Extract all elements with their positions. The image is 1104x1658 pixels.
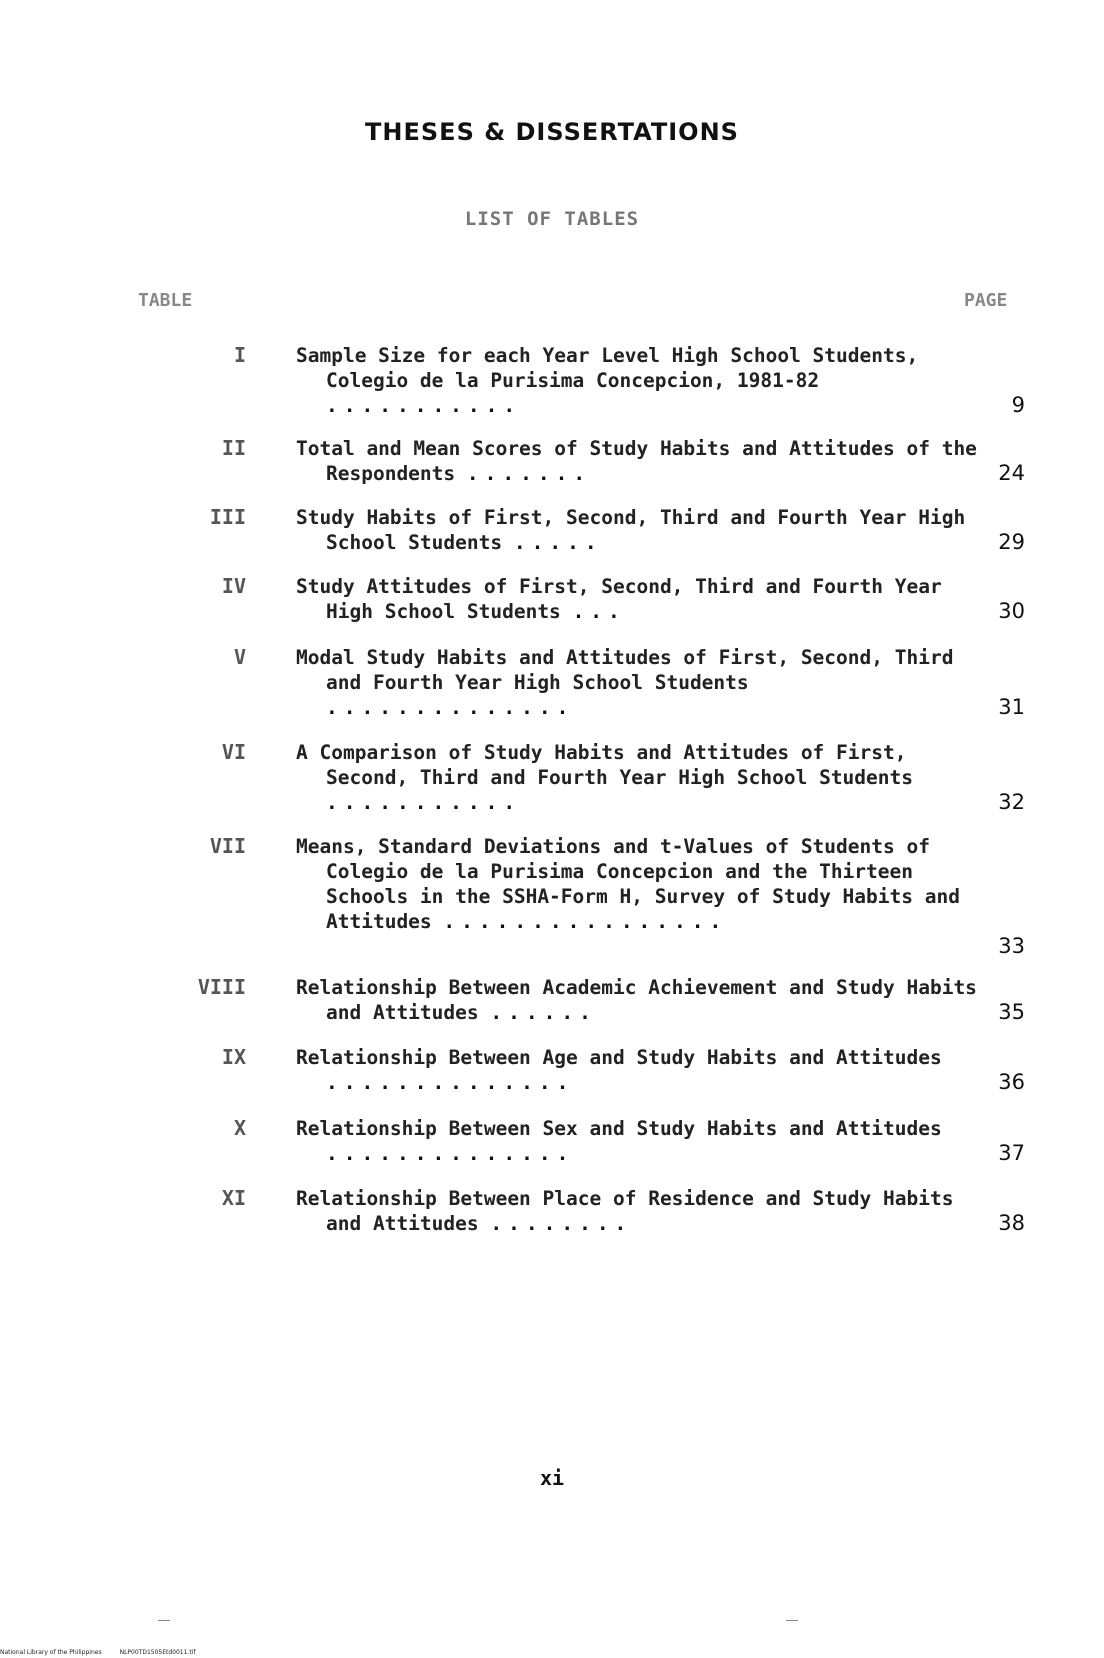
page-ref: 29: [998, 530, 1025, 554]
table-title: Study Attitudes of First, Second, Third and Fourth Year High School Students: [296, 575, 942, 623]
table-number: II: [221, 436, 246, 460]
table-number: VII: [209, 834, 246, 858]
table-number: VIII: [197, 975, 246, 999]
scan-mark: [786, 1620, 798, 1621]
page-ref: 31: [998, 695, 1025, 719]
column-header-page: PAGE: [964, 290, 1008, 311]
scan-footer: [0, 1649, 195, 1656]
page-ref: 32: [998, 790, 1025, 814]
table-title: Relationship Between Academic Achievement and Study Habits and Attitudes: [296, 976, 977, 1024]
table-number: X: [233, 1116, 246, 1140]
page-title: LIST OF TABLES: [464, 208, 640, 230]
table-number: I: [233, 343, 246, 367]
page-ref: 36: [998, 1070, 1025, 1094]
table-title: Total and Mean Scores of Study Habits and Attitudes of the Respondents: [296, 437, 977, 485]
page-ref: 37: [998, 1141, 1025, 1165]
page-ref: 33: [998, 934, 1025, 958]
page-ref: 38: [998, 1211, 1025, 1235]
page-ref: 30: [998, 599, 1025, 623]
table-title: Sample Size for each Year Level High School Students, Colegio de la Purisima Concepcion, 1981-82: [296, 344, 919, 392]
page-ref: 35: [998, 1000, 1025, 1024]
table-title: Means, Standard Deviations and t-Values of Students of Colegio de la Purisima Concepcion and the Thirteen Schools in the SSHA-Form H, Survey of Study Habits and Attitudes: [296, 835, 960, 933]
table-number: III: [209, 505, 246, 529]
table-number: IX: [221, 1045, 246, 1069]
table-number: VI: [221, 740, 246, 764]
table-title: Relationship Between Sex and Study Habits and Attitudes: [296, 1117, 942, 1140]
table-title: Relationship Between Age and Study Habits and Attitudes: [296, 1046, 942, 1069]
footer-filename: NLP00TD1505Etd0011.tif: [119, 1649, 196, 1656]
table-title: A Comparison of Study Habits and Attitudes of First, Second, Third and Fourth Year High School Students: [296, 741, 913, 789]
scan-mark: [158, 1620, 170, 1621]
page-number: xi: [539, 1466, 565, 1490]
table-title: Relationship Between Place of Residence and Study Habits and Attitudes: [296, 1187, 954, 1235]
footer-library: National Library of the Philippines: [0, 1649, 102, 1656]
table-number: V: [233, 645, 246, 669]
table-title: Modal Study Habits and Attitudes of First, Second, Third and Fourth Year High School Students: [296, 646, 954, 694]
archive-stamp: THESES & DISSERTATIONS: [365, 118, 739, 146]
table-number: XI: [221, 1186, 246, 1210]
column-header-table: TABLE: [138, 290, 193, 311]
table-number: IV: [221, 574, 246, 598]
table-title: Study Habits of First, Second, Third and Fourth Year High School Students: [296, 506, 966, 554]
page-ref: 9: [1011, 393, 1025, 417]
page-ref: 24: [998, 461, 1025, 485]
